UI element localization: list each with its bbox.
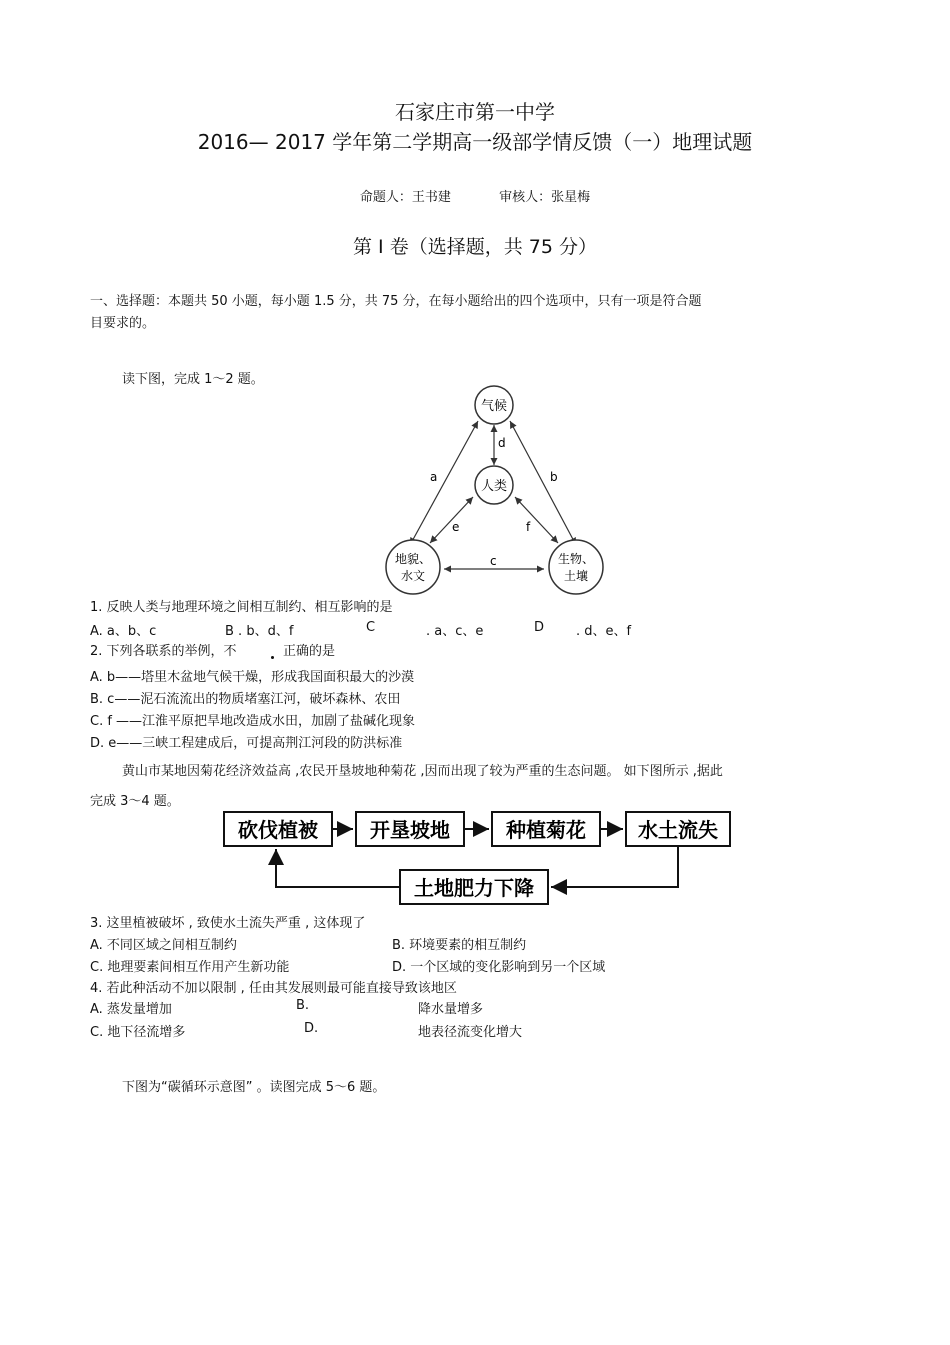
node-landform-label-2: 水文 (400, 569, 426, 583)
q4-option-a: A. 蒸发量增加 (90, 1002, 172, 1017)
q4-option-b-letter: B. (296, 998, 310, 1013)
q1-option-c-text: . a、c、e (426, 624, 484, 639)
node-bio-label-1: 生物、 (557, 552, 595, 566)
q3-option-d: D. 一个区域的变化影响到另一个区域 (392, 960, 606, 975)
section-title: 第 I 卷（选择题，共 75 分） (353, 236, 597, 258)
flow-arrow-5 (276, 849, 400, 887)
q3-option-b: B. 环境要素的相互制约 (392, 938, 527, 953)
flow-diagram (220, 808, 740, 908)
node-human-label: 人类 (480, 479, 508, 494)
q1-option-b: B . b、d、f (225, 624, 294, 639)
flow-box-5-label: 土地肥力下降 (414, 876, 534, 900)
school-name: 石家庄市第一中学 (395, 100, 555, 124)
edge-a (410, 421, 478, 545)
q4-option-c: C. 地下径流增多 (90, 1025, 186, 1040)
node-landform-label-1: 地貌、 (394, 552, 432, 566)
q1-stem: 1. 反映人类与地理环境之间相互制约、相互影响的是 (90, 600, 393, 615)
edge-label-f: f (526, 520, 531, 534)
q4-stem: 4. 若此种活动不加以限制 , 任由其发展则最可能直接导致该地区 (90, 981, 457, 996)
q2-stem-b: 正确的是 (283, 644, 336, 659)
node-climate-label: 气候 (480, 399, 508, 414)
q1-option-d-text: . d、e、f (576, 624, 632, 639)
instructions-line1: 一、选择题：本题共 50 小题，每小题 1.5 分，共 75 分，在每小题给出的四个选项中，只有一项是符合题 (90, 294, 702, 309)
geo-element-diagram (380, 385, 610, 595)
q2-option-b: B. c——泥石流流出的物质堵塞江河，破坏森林、农田 (90, 692, 401, 707)
emphasis-dot (271, 656, 274, 659)
flow-box-3-label: 种植菊花 (506, 818, 586, 842)
flow-box-2-label: 开垦坡地 (370, 818, 450, 842)
q2-option-d: D. e——三峡工程建成后，可提高荆江河段的防洪标准 (90, 736, 403, 751)
node-bio-soil (549, 540, 603, 594)
intro-q5-6: 下图为“碳循环示意图” 。读图完成 5～6 题。 (122, 1080, 386, 1095)
edge-label-b: b (550, 470, 558, 484)
q3-option-a: A. 不同区域之间相互制约 (90, 938, 237, 953)
flow-arrow-4 (551, 846, 678, 887)
edge-label-a: a (430, 470, 438, 484)
flow-box-1-label: 砍伐植被 (238, 818, 318, 842)
q2-stem-a: 2. 下列各联系的举例，不 (90, 644, 237, 659)
q4-option-b-text: 降水量增多 (418, 1002, 484, 1017)
intro-q3-4-line2: 完成 3～4 题。 (90, 794, 180, 809)
author-line (0, 186, 950, 205)
edge-f (515, 497, 558, 543)
q4-option-d-text: 地表径流变化增大 (418, 1025, 523, 1040)
instructions-line2: 目要求的。 (90, 316, 156, 331)
intro-q3-4-line1: 黄山市某地因菊花经济效益高 ,农民开垦坡地种菊花 ,因而出现了较为严重的生态问题。 如下图所示 ,据此 (122, 764, 723, 779)
edge-label-d: d (498, 436, 506, 450)
edge-label-e: e (452, 520, 460, 534)
edge-label-c: c (490, 554, 497, 568)
flow-box-4-label: 水土流失 (638, 818, 718, 842)
q1-option-d-letter: D (534, 620, 545, 635)
q3-option-c: C. 地理要素间相互作用产生新功能 (90, 960, 290, 975)
intro-q1-2: 读下图，完成 1～2 题。 (122, 372, 264, 387)
q2-option-c: C. f ——江淮平原把旱地改造成水田，加剧了盐碱化现象 (90, 714, 416, 729)
node-landform (386, 540, 440, 594)
node-bio-label-2: 土壤 (563, 569, 589, 583)
author: 命题人：王书建 (359, 190, 451, 205)
exam-title: 2016— 2017 学年第二学期高一级部学情反馈（一）地理试题 (197, 130, 753, 154)
q4-option-d-letter: D. (304, 1021, 319, 1036)
q1-option-c-letter: C (366, 620, 376, 635)
q1-option-a: A. a、b、c (90, 624, 157, 639)
q3-stem: 3. 这里植被破坏 , 致使水土流失严重 , 这体现了 (90, 916, 366, 931)
q2-option-a: A. b——塔里木盆地气候干燥，形成我国面积最大的沙漠 (90, 670, 415, 685)
reviewer: 审核人：张星梅 (499, 190, 591, 205)
